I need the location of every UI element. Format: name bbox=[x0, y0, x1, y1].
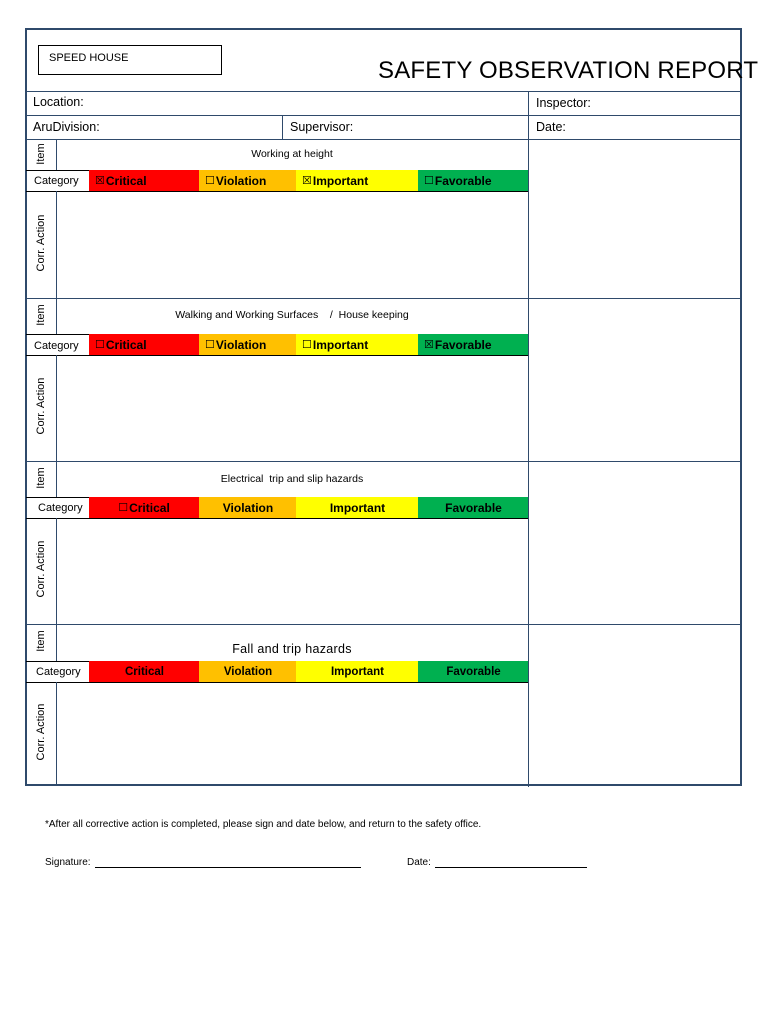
divider bbox=[26, 139, 741, 140]
item-description: Fall and trip hazards bbox=[232, 642, 352, 656]
divider bbox=[528, 91, 529, 787]
signature-label: Signature: bbox=[45, 857, 91, 868]
item-label: Item bbox=[35, 143, 47, 165]
critical-option[interactable]: Critical bbox=[89, 661, 199, 682]
footer-date-label: Date: bbox=[407, 857, 431, 868]
item-label: Item bbox=[35, 467, 47, 489]
category-label: Category bbox=[38, 502, 83, 514]
supervisor-label: Supervisor: bbox=[290, 120, 354, 134]
item-description: Working at height bbox=[251, 148, 333, 160]
critical-option[interactable]: ☐ Critical bbox=[89, 334, 199, 355]
important-option[interactable]: ☒ Important bbox=[296, 170, 418, 191]
divider bbox=[56, 191, 57, 298]
location-label: Location: bbox=[33, 95, 84, 109]
favorable-option[interactable]: ☒ Favorable bbox=[418, 334, 528, 355]
favorable-option[interactable]: Favorable bbox=[418, 497, 528, 518]
violation-option[interactable]: ☐ Violation bbox=[199, 334, 296, 355]
corr-action-label: Corr. Action bbox=[35, 703, 47, 761]
item-label: Item bbox=[35, 630, 47, 652]
section-divider bbox=[26, 298, 741, 299]
company-name: SPEED HOUSE bbox=[49, 52, 129, 64]
favorable-option[interactable]: ☐ Favorable bbox=[418, 170, 528, 191]
checkbox-icon[interactable]: ☐ bbox=[205, 339, 215, 351]
item-description: Walking and Working Surfaces / House keeping bbox=[175, 309, 409, 321]
category-label: Category bbox=[34, 175, 79, 187]
signature-line[interactable] bbox=[95, 867, 361, 868]
divider bbox=[26, 682, 528, 683]
corr-action-label: Corr. Action bbox=[35, 214, 47, 272]
divider bbox=[56, 518, 57, 624]
corr-action-label: Corr. Action bbox=[35, 377, 47, 435]
critical-option[interactable]: ☐ Critical bbox=[89, 497, 199, 518]
divider bbox=[282, 115, 283, 139]
divider bbox=[26, 115, 741, 116]
date-line[interactable] bbox=[435, 867, 587, 868]
checkbox-icon[interactable]: ☒ bbox=[302, 175, 312, 187]
checkbox-icon[interactable]: ☐ bbox=[205, 175, 215, 187]
checkbox-icon[interactable]: ☐ bbox=[118, 502, 129, 514]
divider bbox=[56, 682, 57, 786]
item-label: Item bbox=[35, 304, 47, 326]
important-option[interactable]: ☐ Important bbox=[296, 334, 418, 355]
footer-note: *After all corrective action is completed, please sign and date below, and return to the safety office. bbox=[45, 819, 482, 830]
divider bbox=[56, 355, 57, 461]
important-option[interactable]: Important bbox=[296, 661, 418, 682]
divider bbox=[26, 91, 741, 92]
section-divider bbox=[26, 461, 741, 462]
checkbox-icon[interactable]: ☒ bbox=[95, 175, 105, 187]
checkbox-icon[interactable]: ☐ bbox=[424, 175, 434, 187]
violation-option[interactable]: ☐ Violation bbox=[199, 170, 296, 191]
division-label: AruDivision: bbox=[33, 120, 100, 134]
inspector-label: Inspector: bbox=[536, 96, 591, 110]
report-title: SAFETY OBSERVATION REPORT bbox=[378, 57, 759, 84]
date-label: Date: bbox=[536, 120, 566, 134]
critical-option[interactable]: ☒ Critical bbox=[89, 170, 199, 191]
category-label: Category bbox=[34, 340, 79, 352]
divider bbox=[26, 191, 528, 192]
divider bbox=[26, 355, 528, 356]
favorable-option[interactable]: Favorable bbox=[418, 661, 528, 682]
item-description: Electrical trip and slip hazards bbox=[220, 473, 364, 485]
checkbox-icon[interactable]: ☐ bbox=[302, 339, 312, 351]
checkbox-icon[interactable]: ☐ bbox=[95, 339, 105, 351]
category-label: Category bbox=[36, 666, 81, 678]
divider bbox=[26, 518, 528, 519]
section-divider bbox=[26, 624, 741, 625]
violation-option[interactable]: Violation bbox=[199, 661, 296, 682]
checkbox-icon[interactable]: ☒ bbox=[424, 339, 434, 351]
violation-option[interactable]: Violation bbox=[199, 497, 296, 518]
corr-action-label: Corr. Action bbox=[35, 540, 47, 598]
important-option[interactable]: Important bbox=[296, 497, 418, 518]
